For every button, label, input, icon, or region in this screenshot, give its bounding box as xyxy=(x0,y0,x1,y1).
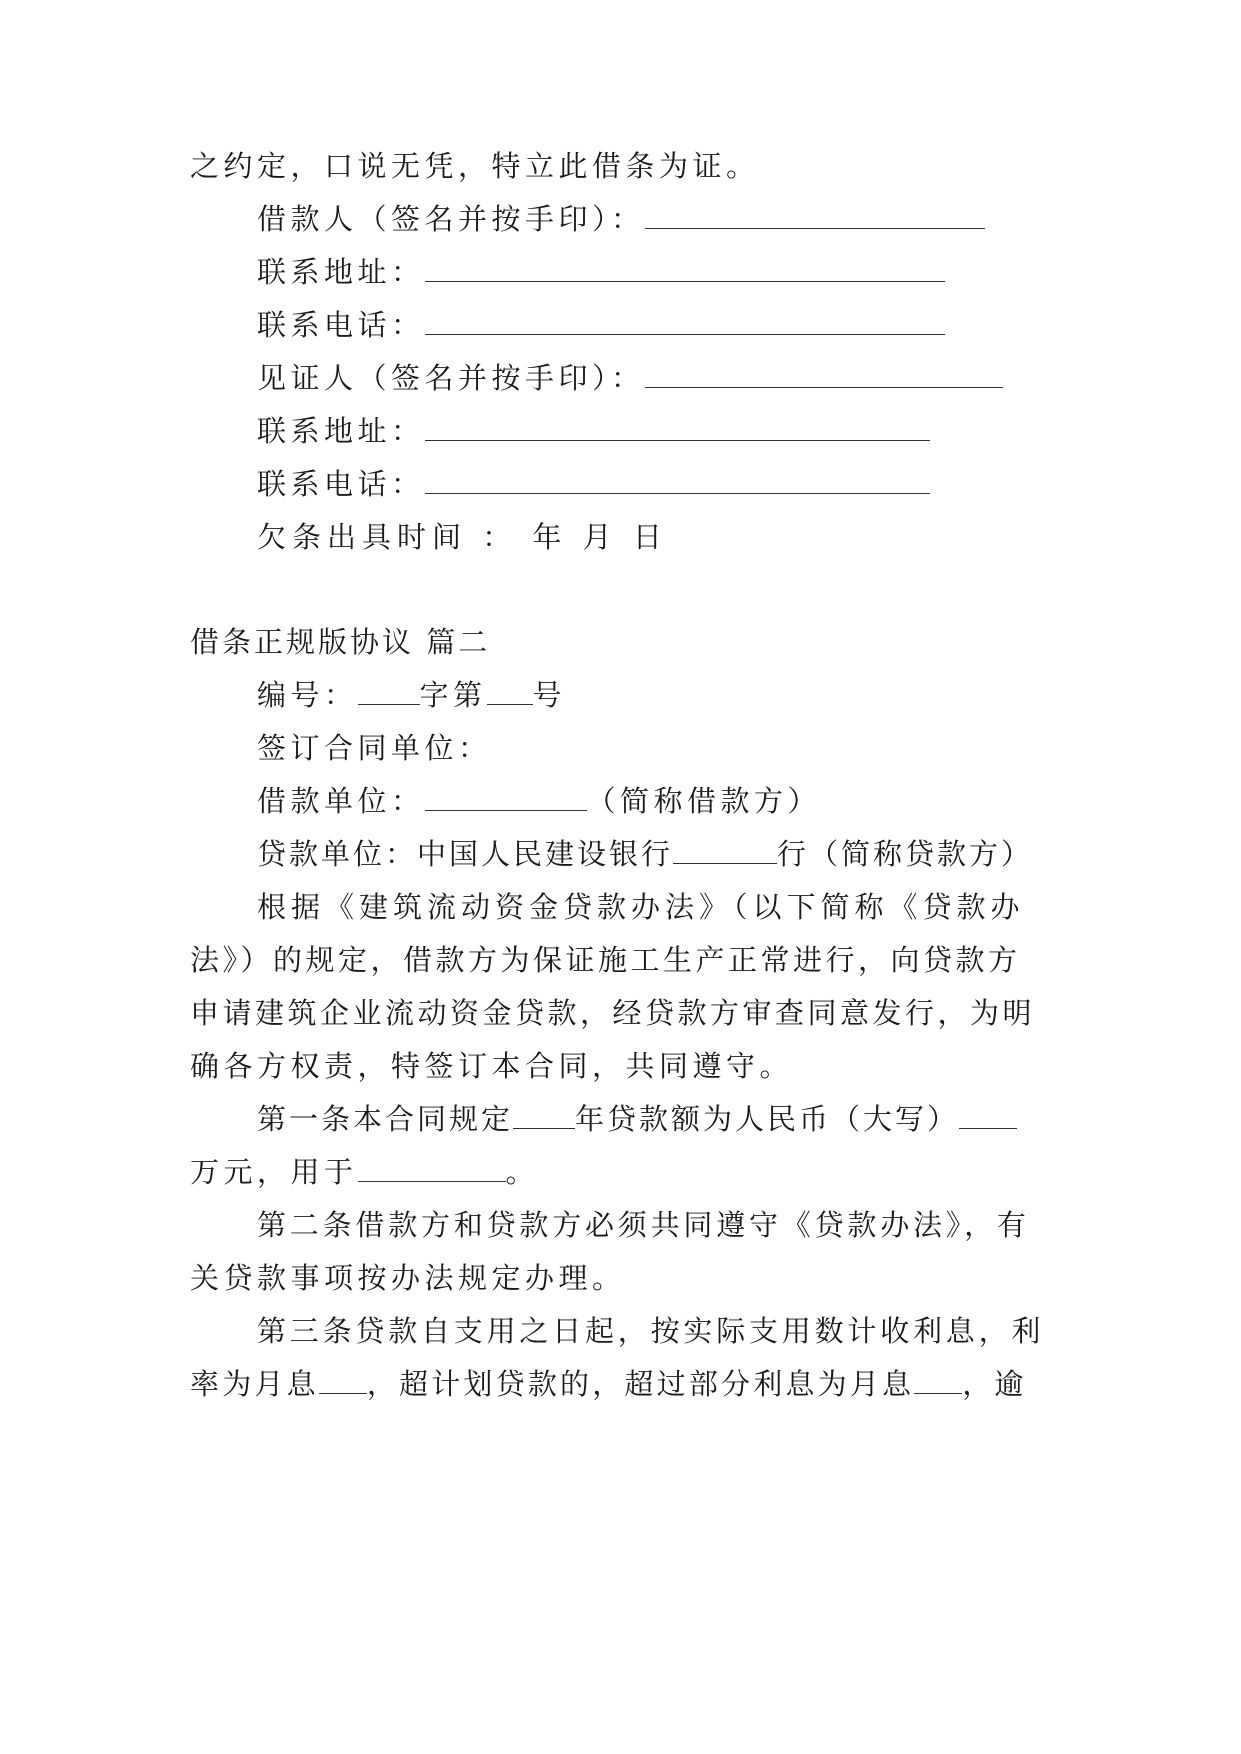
phone-label: 联系电话： xyxy=(257,308,425,342)
article-3-blank-rate xyxy=(319,1365,367,1394)
article-2-line-2: 关贷款事项按办法规定办理。 xyxy=(190,1261,626,1295)
witness-signature-line xyxy=(257,358,1003,398)
address-label: 联系地址： xyxy=(257,414,425,448)
paragraph-tail: 之约定，口说无凭，特立此借条为证。 xyxy=(190,149,760,183)
contract-number-line xyxy=(257,675,566,715)
preamble-line-2: 法》）的规定，借款方为保证施工生产正常进行，向贷款方 xyxy=(190,943,1021,977)
preamble-line-1: 根据《建筑流动资金贷款办法》（以下简称《贷款办 xyxy=(257,890,1025,924)
witness-label: 见证人（签名并按手印）： xyxy=(257,361,645,395)
lending-unit-blank xyxy=(673,835,777,864)
article-1-blank-year xyxy=(513,1100,575,1129)
address-label: 联系地址： xyxy=(257,255,425,289)
article-1-blank-amount xyxy=(959,1100,1017,1129)
number-blank-1 xyxy=(358,676,420,705)
number-mid: 字第 xyxy=(419,678,487,712)
phone-blank xyxy=(425,465,930,494)
address-blank xyxy=(425,412,930,441)
borrower-label: 借款人（签名并按手印）： xyxy=(257,202,645,236)
preamble-line-4: 确各方权责，特签订本合同，共同遵守。 xyxy=(190,1049,794,1083)
article-3-line-1: 第三条贷款自支用之日起，按实际支用数计收利息，利 xyxy=(257,1314,1045,1348)
borrower-address-line xyxy=(257,252,945,292)
article-1-text-a: 第一条本合同规定 xyxy=(257,1102,514,1136)
number-blank-2 xyxy=(487,676,533,705)
article-1-text-d: 。 xyxy=(505,1155,540,1189)
borrower-blank xyxy=(645,200,985,229)
article-1-text-b: 年贷款额为人民币（大写） xyxy=(575,1102,960,1136)
issue-date-line: 欠条出具时间 ： 年 月 日 xyxy=(257,520,668,554)
article-3-text-b: ，超计划贷款的，超过部分利息为月息 xyxy=(366,1367,915,1401)
borrowing-unit-blank xyxy=(425,782,587,811)
phone-label: 联系电话： xyxy=(257,467,425,501)
witness-address-line xyxy=(257,411,930,451)
preamble-line-3: 申请建筑企业流动资金贷款，经贷款方审查同意发行，为明 xyxy=(190,996,1036,1030)
phone-blank xyxy=(425,306,945,335)
section-title: 借条正规版协议 篇二 xyxy=(190,625,491,659)
witness-blank xyxy=(645,359,1003,388)
article-1-line-2 xyxy=(190,1152,539,1192)
address-blank xyxy=(425,253,945,282)
article-3-line-2 xyxy=(190,1364,1027,1404)
article-3-text-a: 率为月息 xyxy=(190,1367,319,1401)
borrowing-unit-line xyxy=(257,781,821,821)
lending-unit-suffix: 行（简称贷款方） xyxy=(777,837,1034,871)
contract-parties-label: 签订合同单位： xyxy=(257,731,492,765)
borrowing-unit-label: 借款单位： xyxy=(257,784,425,818)
article-3-blank-excess-rate xyxy=(914,1365,962,1394)
article-3-text-c: ，逾 xyxy=(962,1367,1027,1401)
witness-phone-line xyxy=(257,464,930,504)
number-label: 编号： xyxy=(257,678,358,712)
article-1-text-c: 万元，用于 xyxy=(190,1155,358,1189)
article-1-line-1 xyxy=(257,1099,1017,1139)
article-2-line-1: 第二条借款方和贷款方必须共同遵守《贷款办法》，有 xyxy=(257,1208,1030,1242)
number-suffix: 号 xyxy=(532,678,567,712)
article-1-blank-purpose xyxy=(358,1153,506,1182)
borrower-signature-line xyxy=(257,199,985,239)
borrowing-unit-suffix: （简称借款方） xyxy=(586,784,822,818)
lending-unit-label: 贷款单位：中国人民建设银行 xyxy=(257,837,674,871)
borrower-phone-line xyxy=(257,305,945,345)
lending-unit-line xyxy=(257,834,1033,874)
